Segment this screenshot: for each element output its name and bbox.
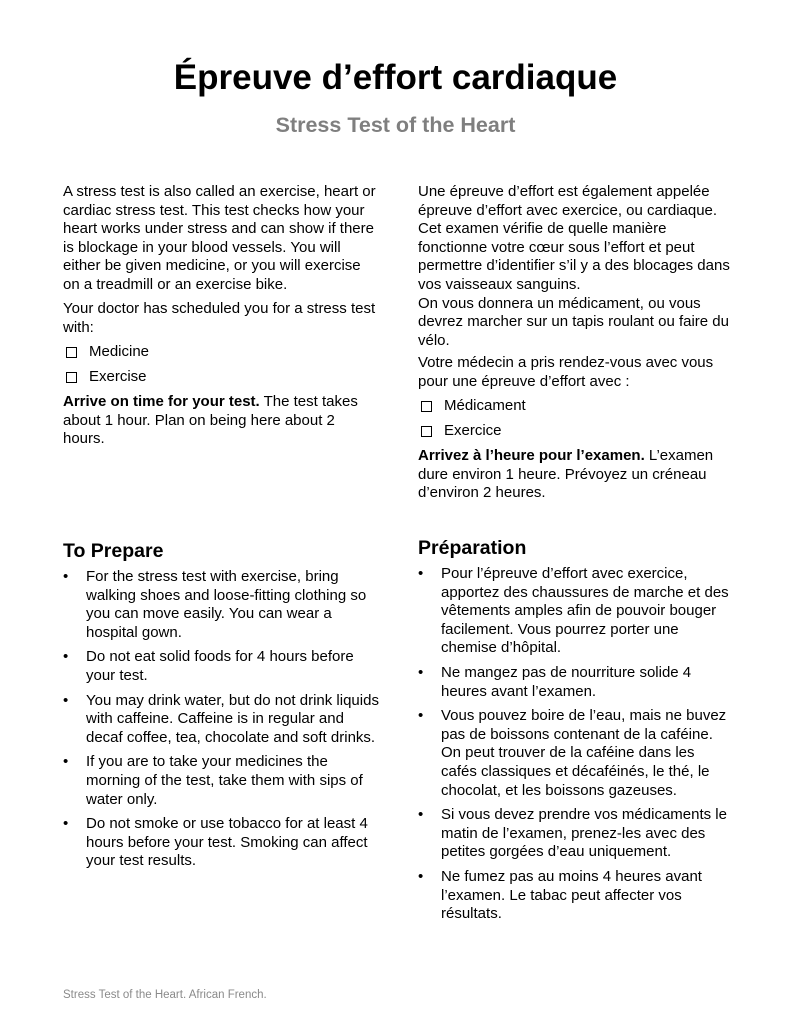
english-prepare-heading: To Prepare	[63, 540, 164, 562]
checkbox-label: Medicine	[89, 342, 150, 360]
french-intro-column	[418, 183, 733, 509]
checkbox-exercise[interactable]	[63, 368, 378, 387]
checkbox-medicine[interactable]	[63, 343, 378, 362]
checkbox-icon[interactable]	[421, 401, 432, 412]
bullet-icon: •	[418, 663, 424, 681]
list-item	[63, 753, 379, 809]
french-intro-text-1: Une épreuve d’effort est également appelée épreuve d’effort avec exercice, ou cardiaque. Cet examen vérifie de quelle manière fonctionne votre cœur sous l’effort et peut permettre d’identifier s’il y a des blocages dans vos vaisseaux sanguins.	[418, 183, 730, 293]
list-item	[63, 568, 379, 642]
bullet-icon: •	[63, 648, 69, 666]
list-item	[63, 815, 379, 871]
checkbox-label: Exercise	[89, 367, 147, 385]
checkbox-icon[interactable]	[66, 347, 77, 358]
list-item-text: Do not eat solid foods for 4 hours before your test.	[86, 648, 354, 684]
french-intro-text-2: On vous donnera un médicament, ou vous devrez marcher sur un tapis roulant ou faire du vélo.	[418, 294, 729, 349]
page-footer: Stress Test of the Heart. African French.	[63, 989, 267, 1001]
french-prepare-list	[418, 565, 734, 930]
page-subtitle: Stress Test of the Heart	[275, 113, 516, 137]
bullet-icon: •	[63, 815, 69, 833]
list-item	[63, 692, 379, 748]
french-prepare-heading: Préparation	[418, 537, 527, 559]
bullet-icon: •	[418, 565, 424, 582]
list-item-text: Do not smoke or use tobacco for at least 4 hours before your test. Smoking can affect your test results.	[86, 815, 368, 870]
bullet-icon: •	[418, 867, 424, 885]
list-item-text: You may drink water, but do not drink liquids with caffeine. Caffeine is in regular and decaf coffee, tea, chocolate and soft drinks.	[86, 691, 379, 746]
french-arrive-text: L’examen dure environ 1 heure. Prévoyez un créneau d’environ 2 heures.	[418, 447, 714, 502]
english-arrive-text: The test takes about 1 hour. Plan on being here about 2 hours.	[63, 392, 358, 448]
list-item-text: Si vous devez prendre vos médicaments le matin de l’examen, prenez-les avec des petites gorgées d’eau uniquement.	[441, 806, 727, 861]
bullet-icon: •	[63, 753, 69, 771]
list-item-text: Vous pouvez boire de l’eau, mais ne buvez pas de boissons contenant de la caféine. On peut trouver de la caféine dans les cafés classiques et décaféinés, le thé, le chocolat, et les boissons gazeuses.	[441, 707, 727, 799]
list-item-text: Ne mangez pas de nourriture solide 4 heures avant l’examen.	[441, 663, 692, 700]
french-arrive-bold: Arrivez à l’heure pour l’examen.	[418, 447, 645, 465]
bullet-icon: •	[63, 568, 69, 585]
checkbox-label: Exercice	[444, 422, 502, 440]
french-arrive-paragraph	[418, 447, 733, 503]
english-intro-paragraph: A stress test is also called an exercise, heart or cardiac stress test. This test checks how your heart works under stress and can show if there is blockage in your blood vessels. You will either be given medicine, or you will exercise on a treadmill or an exercise bike.	[63, 183, 376, 293]
checkbox-medicament[interactable]	[418, 397, 733, 416]
list-item-text: For the stress test with exercise, bring walking shoes and loose-fitting clothing so you can move easily. You can wear a hospital gown.	[86, 568, 367, 641]
checkbox-icon[interactable]	[66, 372, 77, 383]
list-item	[418, 806, 734, 862]
list-item-text: Ne fumez pas au moins 4 heures avant l’examen. Le tabac peut affecter vos résultats.	[441, 867, 702, 923]
list-item	[418, 664, 734, 701]
english-arrive-bold: Arrive on time for your test.	[63, 392, 260, 410]
list-item-text: Pour l’épreuve d’effort avec exercice, apportez des chaussures de marche et des vêtements amples afin de pouvoir bouger facilement. Vous pourrez porter une chemise d’hôpital.	[441, 565, 729, 657]
english-prepare-list	[63, 568, 379, 877]
english-scheduled-text: Your doctor has scheduled you for a stress test with:	[63, 300, 376, 336]
list-item	[418, 565, 734, 658]
english-arrive-paragraph	[63, 393, 378, 449]
list-item	[418, 707, 734, 800]
english-intro-column	[63, 183, 378, 454]
checkbox-icon[interactable]	[421, 426, 432, 437]
checkbox-exercice[interactable]	[418, 422, 733, 441]
bullet-icon: •	[418, 707, 424, 725]
checkbox-label: Médicament	[444, 397, 526, 415]
list-item-text: If you are to take your medicines the morning of the test, take them with sips of water only.	[86, 753, 363, 808]
french-scheduled-text: Votre médecin a pris rendez-vous avec vous pour une épreuve d’effort avec :	[418, 354, 714, 390]
list-item	[418, 868, 734, 924]
bullet-icon: •	[63, 691, 69, 709]
list-item	[63, 648, 379, 685]
bullet-icon: •	[418, 806, 424, 824]
french-intro-paragraph	[418, 183, 733, 350]
page-title: Épreuve d’effort cardiaque	[173, 58, 618, 97]
